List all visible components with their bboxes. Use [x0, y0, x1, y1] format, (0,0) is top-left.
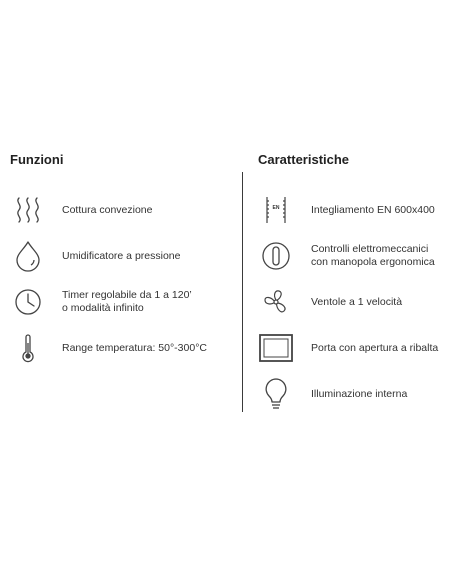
caratteristica-item-illuminazione	[258, 376, 451, 412]
column-divider	[242, 172, 243, 412]
funzione-item-convezione	[10, 192, 222, 228]
caratteristica-item-integliamento	[258, 192, 451, 228]
knob-icon	[258, 238, 294, 274]
funzione-label: Range temperatura: 50°-300°C	[62, 341, 207, 354]
caratteristica-label: Controlli elettromeccanici con manopola ergonomica	[311, 243, 435, 268]
funzione-label: Umidificatore a pressione	[62, 249, 181, 262]
funzione-item-umidificatore	[10, 238, 222, 274]
light-bulb-icon	[258, 376, 294, 412]
funzioni-heading: Funzioni	[10, 152, 64, 167]
caratteristica-item-porta	[258, 330, 451, 366]
caratteristica-label: Illuminazione interna	[311, 387, 408, 400]
funzione-item-timer	[10, 284, 222, 320]
en-badge: EN	[272, 205, 280, 211]
fan-icon	[258, 284, 294, 320]
funzione-item-temperatura	[10, 330, 222, 366]
caratteristiche-section	[258, 150, 448, 400]
caratteristica-item-controlli	[258, 238, 451, 274]
thermometer-icon	[10, 330, 46, 366]
steam-waves-icon	[10, 192, 46, 228]
clock-icon	[10, 284, 46, 320]
caratteristica-label: Ventole a 1 velocità	[311, 295, 403, 308]
funzione-label: Cottura convezione	[62, 203, 153, 216]
oven-door-icon	[258, 330, 294, 366]
funzione-label: Timer regolabile da 1 a 120’ o modalità infinito	[62, 289, 192, 314]
water-drop-icon	[10, 238, 46, 274]
en-size-icon	[258, 192, 294, 228]
caratteristica-item-ventole	[258, 284, 451, 320]
funzioni-section	[10, 150, 230, 354]
caratteristica-label: Porta con apertura a ribalta	[311, 341, 439, 354]
caratteristica-label: Integliamento EN 600x400	[311, 203, 435, 216]
caratteristiche-heading: Caratteristiche	[258, 152, 350, 167]
